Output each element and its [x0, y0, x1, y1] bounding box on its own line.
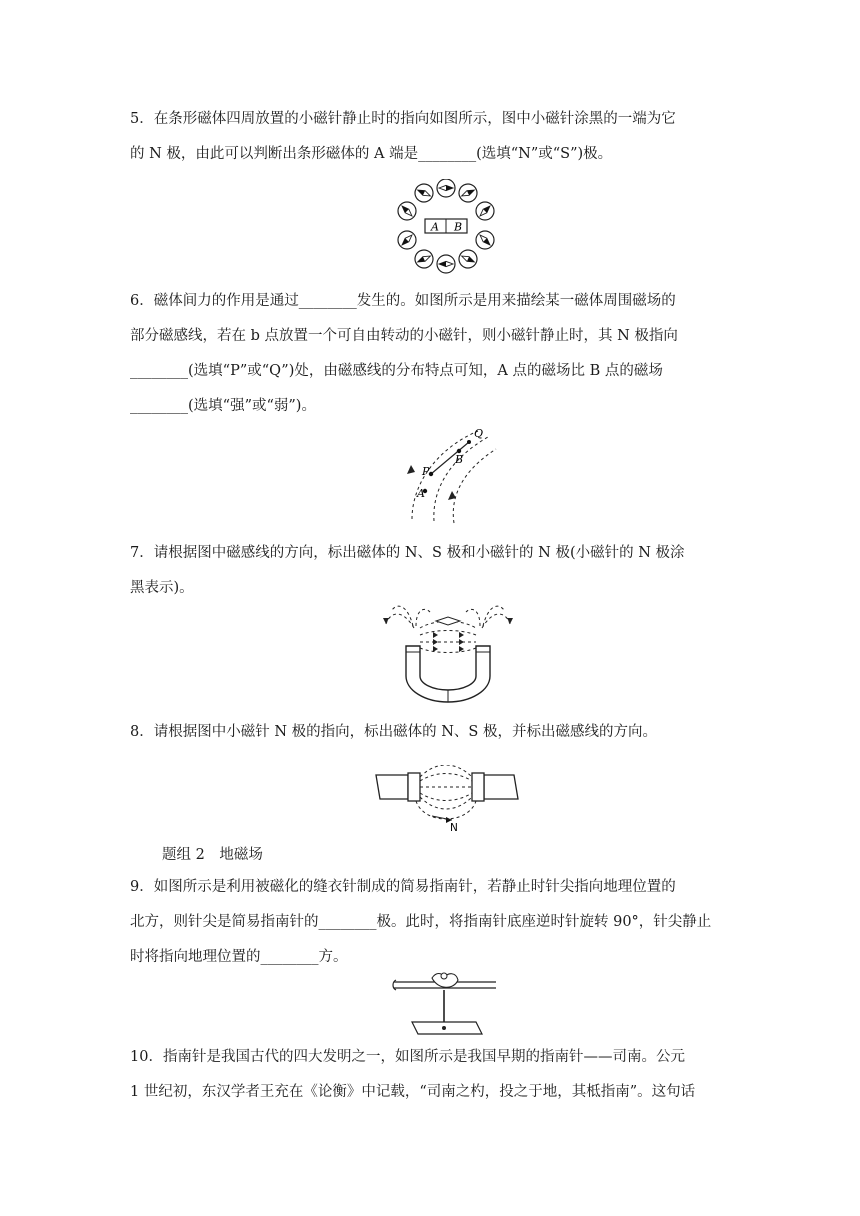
figure-simple-compass: [392, 968, 500, 1040]
question-8-line-1: 8．请根据图中小磁针 N 极的指向，标出磁体的 N、S 极，并标出磁感线的方向。: [130, 724, 657, 740]
label-q: Q: [474, 427, 484, 440]
label-a: A: [417, 487, 425, 500]
question-9: [130, 870, 728, 975]
magnet-left: [408, 773, 420, 801]
figure-two-magnets: [372, 765, 520, 833]
compass-needle: [437, 255, 455, 273]
question-5-line-1: 5．在条形磁体四周放置的小磁针静止时的指向如图所示，图中小磁针涂黑的一端为它: [130, 111, 676, 127]
compass-needle: [412, 181, 436, 205]
question-10-line-1: 10．指南针是我国古代的四大发明之一，如图所示是我国早期的指南针——司南。公元: [130, 1049, 685, 1065]
question-5: [130, 102, 728, 172]
section-heading: 题组 2 地磁场: [162, 847, 263, 863]
compass-needle: [437, 179, 455, 197]
question-6: [130, 284, 728, 424]
compass-needle: [472, 227, 497, 252]
question-6-line-1: 6．磁体间力的作用是通过________发生的。如图所示是用来描绘某一磁体周围磁场的: [130, 293, 676, 309]
question-7-line-1: 7．请根据图中磁感线的方向，标出磁体的 N、S 极和小磁针的 N 极(小磁针的 N 极涂: [130, 545, 685, 561]
label-b: B: [455, 453, 464, 466]
question-9-line-2: 北方，则针尖是简易指南针的________极。此时，将指南针底座逆时针旋转 90°，针尖静止: [130, 914, 712, 930]
figure-u-magnet: [380, 604, 516, 704]
base: [412, 1022, 482, 1034]
figure-field-lines-pq: [398, 423, 502, 527]
question-8: [130, 715, 728, 750]
question-7-line-2: 黑表示)。: [130, 580, 194, 596]
compass-needle: [456, 247, 480, 271]
compass-needle: [394, 227, 419, 252]
question-6-line-3: ________(选填“P”或“Q”)处，由磁感线的分布特点可知，A 点的磁场比 B 点的磁场: [130, 363, 663, 379]
question-7: [130, 536, 728, 606]
label-b: B: [454, 220, 463, 234]
figure-bar-magnet-compasses: [394, 179, 498, 275]
compass-needle: [394, 198, 419, 223]
question-9-line-3: 时将指向地理位置的________方。: [130, 949, 348, 965]
compass-needle: [456, 181, 480, 205]
question-6-line-4: ________(选填“强”或“弱”)。: [130, 398, 316, 414]
label-n: N: [450, 822, 458, 833]
magnet-right: [472, 773, 484, 801]
question-10: [130, 1040, 728, 1110]
label-p: P: [422, 465, 430, 478]
label-a: A: [431, 220, 439, 234]
question-9-line-1: 9．如图所示是利用被磁化的缝衣针制成的简易指南针，若静止时针尖指向地理位置的: [130, 879, 676, 895]
compass-needle: [412, 247, 436, 271]
question-5-line-2: 的 N 极，由此可以判断出条形磁体的 A 端是________(选填“N”或“S”)极。: [130, 146, 613, 162]
small-needle: [436, 617, 460, 625]
question-10-line-2: 1 世纪初，东汉学者王充在《论衡》中记载，“司南之杓，投之于地，其柢指南”。这句话: [130, 1084, 696, 1100]
question-6-line-2: 部分磁感线，若在 b 点放置一个可自由转动的小磁针，则小磁针静止时，其 N 极指向: [130, 328, 678, 344]
compass-needle: [472, 198, 497, 223]
